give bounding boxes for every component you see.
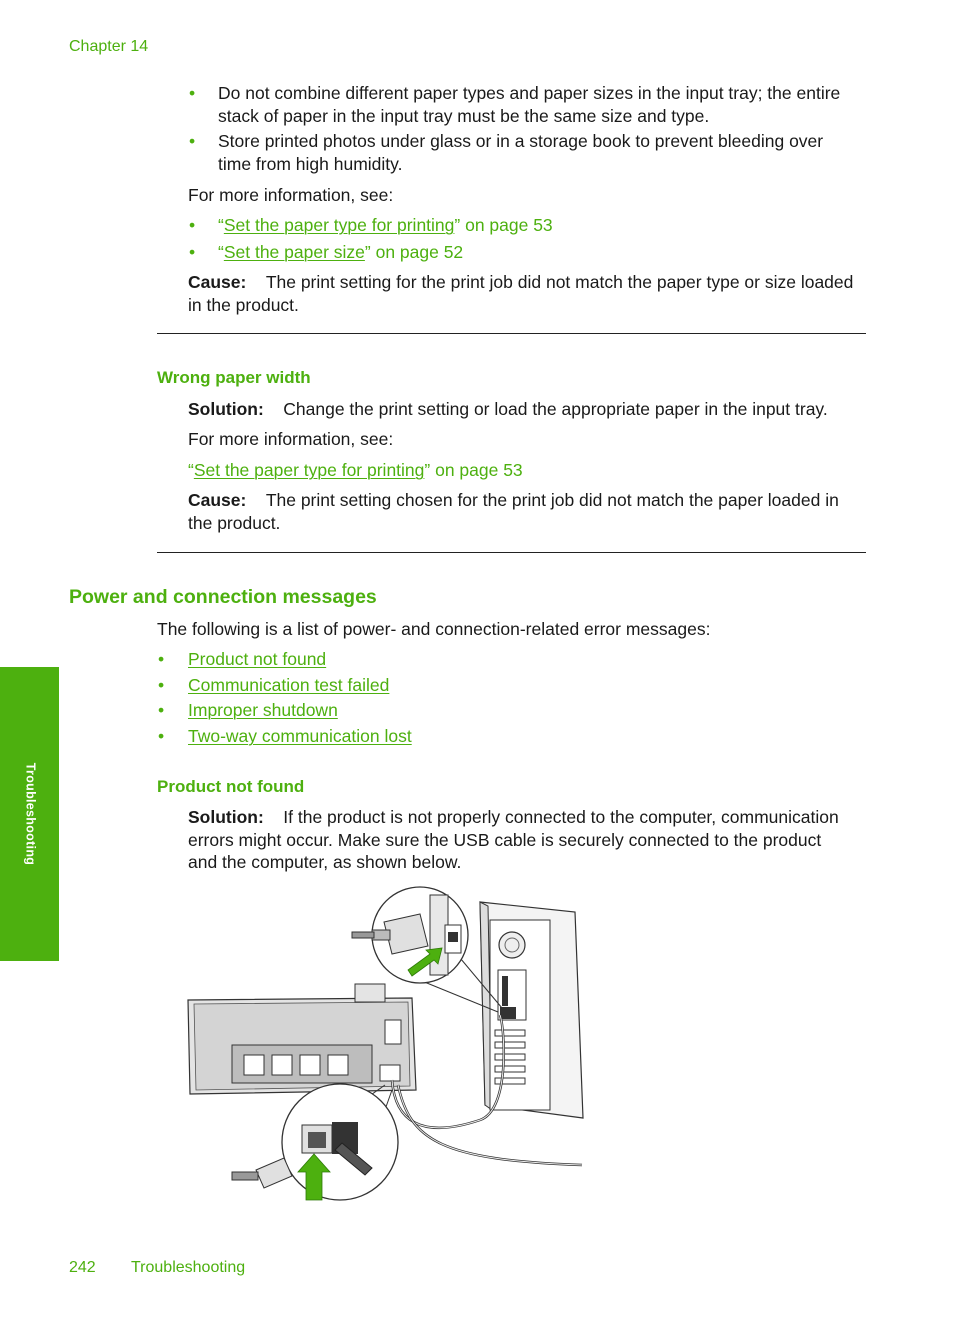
chapter-header: Chapter 14 <box>69 38 149 55</box>
link-two-way-communication-lost[interactable]: Two-way communication lost <box>188 726 412 746</box>
list-item: “Set the paper type for printing” on page 53 <box>218 215 553 235</box>
printer-port-zoom <box>232 1084 398 1200</box>
cause-label: Cause: <box>188 272 247 292</box>
side-tab <box>0 667 59 961</box>
page-number: 242 <box>69 1259 96 1276</box>
solution-paragraph: Solution: Change the print setting or load the appropriate paper in the input tray. <box>188 399 828 419</box>
more-info-label: For more information, see: <box>188 429 394 449</box>
list-item: “Set the paper size” on page 52 <box>218 242 464 262</box>
link-paper-type[interactable]: Set the paper type for printing <box>223 215 455 235</box>
bullet-glyph: • <box>189 242 196 262</box>
section-title: Power and connection messages <box>69 586 377 608</box>
bullet-glyph: • <box>158 675 165 695</box>
list-item: Do not combine different paper types and paper sizes in the input tray; the entire stack of paper in the input tray must be the same size and type. <box>218 83 841 126</box>
divider <box>157 552 866 553</box>
subsection-title: Product not found <box>157 777 305 796</box>
bullet-glyph: • <box>189 131 196 151</box>
intro-text: The following is a list of power- and connection-related error messages: <box>157 619 711 639</box>
link-improper-shutdown[interactable]: Improper shutdown <box>188 700 338 720</box>
usb-connection-illustration <box>180 880 600 1210</box>
divider <box>157 333 866 334</box>
solution-label: Solution: <box>188 807 264 827</box>
subsection-title: Wrong paper width <box>157 368 311 387</box>
footer-section: Troubleshooting <box>131 1259 246 1276</box>
cause-paragraph: Cause: The print setting for the print job did not match the paper type or size loaded in the product. <box>188 272 854 315</box>
cause-paragraph: Cause: The print setting chosen for the print job did not match the paper loaded in the product. <box>188 490 839 533</box>
cause-label: Cause: <box>188 490 247 510</box>
link-communication-test-failed[interactable]: Communication test failed <box>188 675 390 695</box>
computer-tower-icon <box>480 902 583 1118</box>
side-tab-label: Troubleshooting <box>22 762 37 866</box>
more-info-label: For more information, see: <box>188 185 394 205</box>
link-row: “Set the paper type for printing” on page 53 <box>188 460 523 480</box>
link-paper-size[interactable]: Set the paper size <box>223 242 365 262</box>
bullet-glyph: • <box>158 700 165 720</box>
solution-label: Solution: <box>188 399 264 419</box>
bullet-glyph: • <box>158 649 165 669</box>
bullet-glyph: • <box>189 83 196 103</box>
link-paper-type[interactable]: Set the paper type for printing <box>193 460 425 480</box>
solution-paragraph: Solution: If the product is not properly connected to the computer, communication errors might occur. Make sure the USB cable is securely connected to the product and the computer, as shown below. <box>188 807 839 872</box>
link-product-not-found[interactable]: Product not found <box>188 649 327 669</box>
printer-icon <box>188 984 416 1094</box>
bullet-glyph: • <box>158 726 165 746</box>
bullet-glyph: • <box>189 215 196 235</box>
list-item: Store printed photos under glass or in a storage book to prevent bleeding over time from high humidity. <box>218 131 824 174</box>
